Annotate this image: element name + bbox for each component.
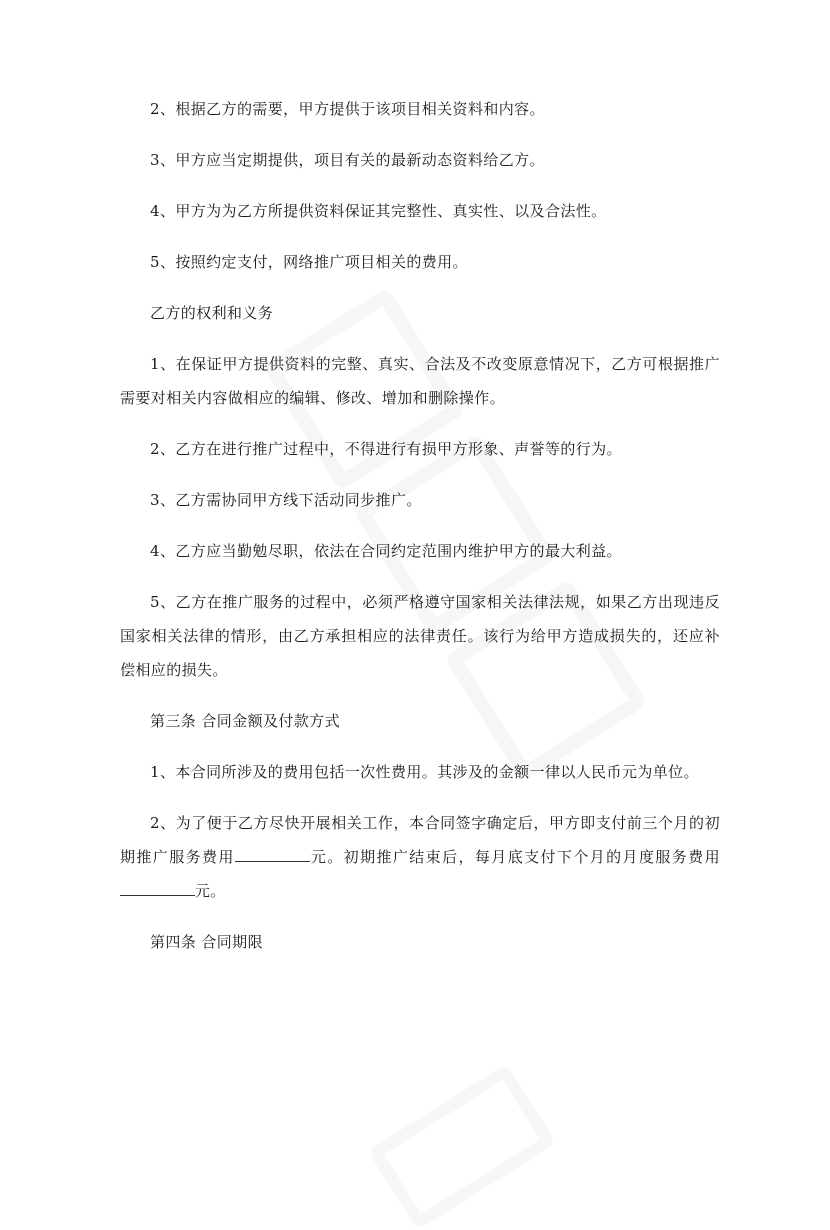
article-3-heading: 第三条 合同金额及付款方式 [150, 712, 340, 730]
party-b-item-2: 2、乙方在进行推广过程中，不得进行有损甲方形象、声誉等的行为。 [150, 440, 622, 458]
party-b-heading: 乙方的权利和义务 [150, 304, 274, 322]
article-3-item-2-text-3: 元。 [195, 882, 226, 900]
party-b-item-1: 1、在保证甲方提供资料的完整、真实、合法及不改变原意情况下，乙方可根据推广需要对相关内容做相应的编辑、修改、增加和删除操作。 [120, 355, 720, 407]
watermark-logo-bottom [368, 1064, 557, 1230]
party-a-item-5: 5、按照约定支付，网络推广项目相关的费用。 [150, 253, 468, 271]
article-3-item-2-text-2: 元。初期推广结束后，每月底支付下个月的月度服务费用 [309, 848, 720, 866]
document-body [120, 92, 720, 976]
party-a-item-4: 4、甲方为为乙方所提供资料保证其完整性、真实性、以及合法性。 [150, 202, 607, 220]
party-b-item-5: 5、乙方在推广服务的过程中，必须严格遵守国家相关法律法规，如果乙方出现违反国家相关法律的情形，由乙方承担相应的法律责任。该行为给甲方造成损失的，还应补偿相应的损失。 [120, 593, 720, 679]
initial-fee-blank [235, 845, 310, 862]
article-3-item-1: 1、本合同所涉及的费用包括一次性费用。其涉及的金额一律以人民币元为单位。 [150, 763, 699, 781]
monthly-fee-blank [120, 879, 195, 896]
party-a-item-3: 3、甲方应当定期提供，项目有关的最新动态资料给乙方。 [150, 151, 545, 169]
party-b-item-3: 3、乙方需协同甲方线下活动同步推广。 [150, 491, 422, 509]
article-3-item-2 [120, 806, 720, 908]
article-4-heading: 第四条 合同期限 [150, 933, 263, 951]
article-3-item-2-text-1: 2、为了便于乙方尽快开展相关工作，本合同签字确定后，甲方即支付前三个月的初期推广服务费用 [120, 814, 720, 866]
party-b-item-4: 4、乙方应当勤勉尽职，依法在合同约定范围内维护甲方的最大利益。 [150, 542, 622, 560]
party-a-item-2: 2、根据乙方的需要，甲方提供于该项目相关资料和内容。 [150, 100, 545, 118]
